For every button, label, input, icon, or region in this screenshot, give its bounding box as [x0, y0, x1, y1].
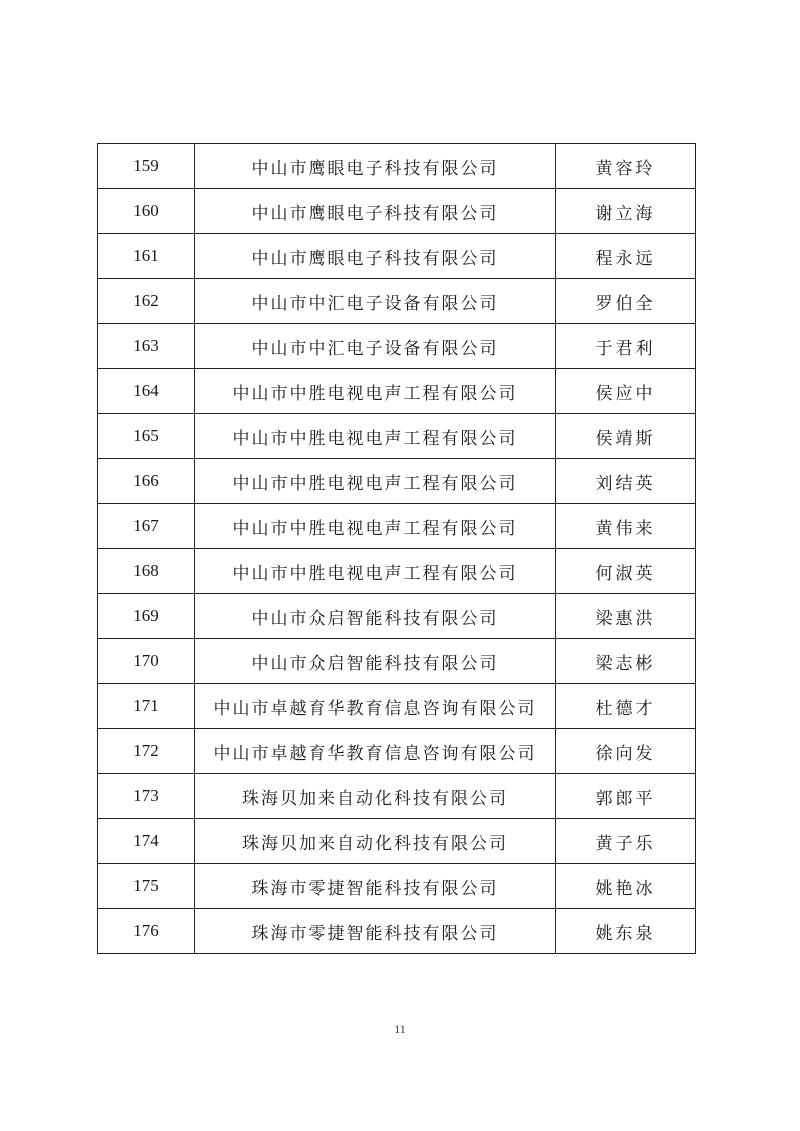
company-name: 中山市中胜电视电声工程有限公司 [195, 414, 556, 459]
table-row [98, 234, 696, 279]
person-name: 郭郎平 [556, 774, 696, 819]
row-number: 168 [98, 549, 195, 594]
row-number: 164 [98, 369, 195, 414]
row-number: 163 [98, 324, 195, 369]
roster-table [97, 143, 696, 954]
row-number: 159 [98, 144, 195, 189]
table-row [98, 639, 696, 684]
table-row [98, 549, 696, 594]
person-name: 黄子乐 [556, 819, 696, 864]
company-name: 中山市中胜电视电声工程有限公司 [195, 549, 556, 594]
person-name: 侯应中 [556, 369, 696, 414]
person-name: 于君利 [556, 324, 696, 369]
table-row [98, 279, 696, 324]
person-name: 黄伟来 [556, 504, 696, 549]
row-number: 161 [98, 234, 195, 279]
table-row [98, 144, 696, 189]
person-name: 杜德才 [556, 684, 696, 729]
person-name: 梁惠洪 [556, 594, 696, 639]
person-name: 侯靖斯 [556, 414, 696, 459]
company-name: 中山市中胜电视电声工程有限公司 [195, 504, 556, 549]
company-name: 中山市众启智能科技有限公司 [195, 594, 556, 639]
page-number: 11 [394, 1022, 406, 1036]
row-number: 165 [98, 414, 195, 459]
table-row [98, 369, 696, 414]
table-row [98, 819, 696, 864]
row-number: 169 [98, 594, 195, 639]
row-number: 166 [98, 459, 195, 504]
company-name: 中山市鹰眼电子科技有限公司 [195, 234, 556, 279]
person-name: 梁志彬 [556, 639, 696, 684]
person-name: 黄容玲 [556, 144, 696, 189]
person-name: 姚艳冰 [556, 864, 696, 909]
company-name: 中山市卓越育华教育信息咨询有限公司 [195, 729, 556, 774]
company-name: 中山市众启智能科技有限公司 [195, 639, 556, 684]
company-name: 中山市中汇电子设备有限公司 [195, 324, 556, 369]
row-number: 170 [98, 639, 195, 684]
table-row [98, 684, 696, 729]
table-row [98, 594, 696, 639]
row-number: 173 [98, 774, 195, 819]
company-name: 中山市鹰眼电子科技有限公司 [195, 144, 556, 189]
row-number: 175 [98, 864, 195, 909]
company-name: 中山市中胜电视电声工程有限公司 [195, 459, 556, 504]
table-row [98, 729, 696, 774]
person-name: 姚东泉 [556, 909, 696, 954]
table-row [98, 504, 696, 549]
row-number: 176 [98, 909, 195, 954]
table-row [98, 414, 696, 459]
person-name: 谢立海 [556, 189, 696, 234]
table-row [98, 864, 696, 909]
row-number: 167 [98, 504, 195, 549]
row-number: 160 [98, 189, 195, 234]
row-number: 172 [98, 729, 195, 774]
table-row [98, 189, 696, 234]
company-name: 中山市中汇电子设备有限公司 [195, 279, 556, 324]
company-name: 珠海贝加来自动化科技有限公司 [195, 819, 556, 864]
person-name: 程永远 [556, 234, 696, 279]
person-name: 何淑英 [556, 549, 696, 594]
table-row [98, 774, 696, 819]
row-number: 171 [98, 684, 195, 729]
table-row [98, 459, 696, 504]
table-row [98, 909, 696, 954]
company-name: 中山市中胜电视电声工程有限公司 [195, 369, 556, 414]
company-name: 珠海市零捷智能科技有限公司 [195, 864, 556, 909]
company-name: 中山市卓越育华教育信息咨询有限公司 [195, 684, 556, 729]
company-name: 珠海市零捷智能科技有限公司 [195, 909, 556, 954]
person-name: 罗伯全 [556, 279, 696, 324]
person-name: 徐向发 [556, 729, 696, 774]
row-number: 162 [98, 279, 195, 324]
person-name: 刘结英 [556, 459, 696, 504]
table-row [98, 324, 696, 369]
company-name: 珠海贝加来自动化科技有限公司 [195, 774, 556, 819]
row-number: 174 [98, 819, 195, 864]
company-name: 中山市鹰眼电子科技有限公司 [195, 189, 556, 234]
